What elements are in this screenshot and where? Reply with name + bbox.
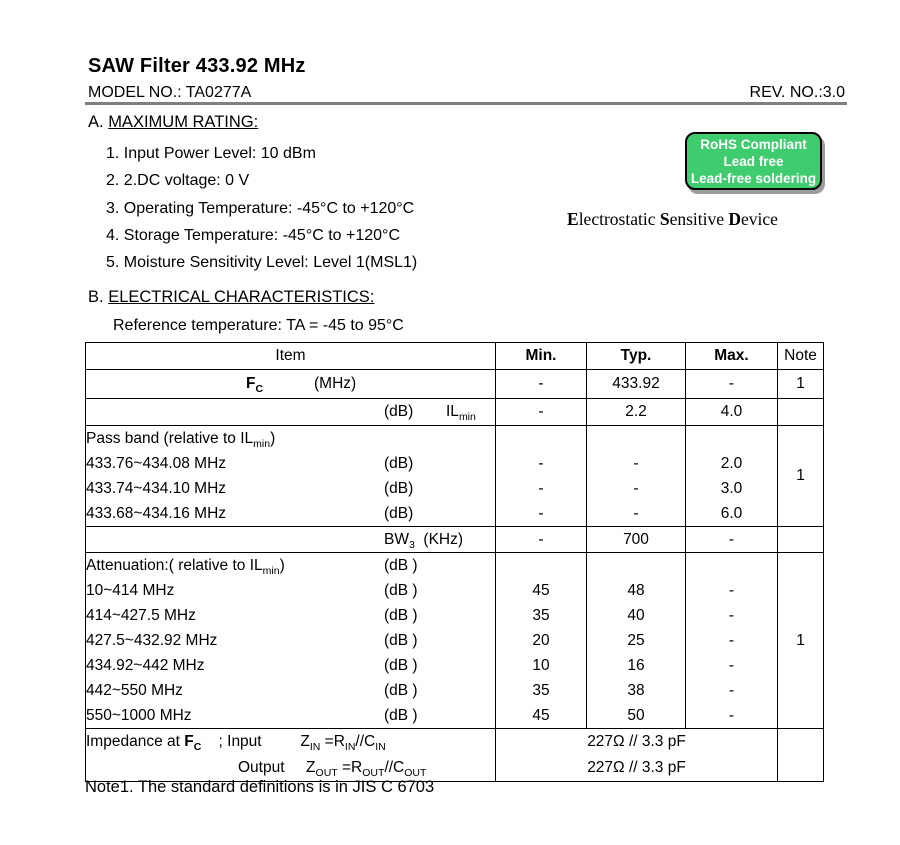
max-value: 2.0 [720,455,743,472]
model-number: MODEL NO.: TA0277A [88,84,252,101]
item-unit: (dB ) [384,582,418,599]
badge-line: RoHS Compliant [700,136,807,152]
list-item: 2. 2.DC voltage: 0 V [106,172,250,190]
table-header-row [86,343,824,370]
min-value: - [496,527,587,553]
item-label: Impedance at $F_C$ ; Input $Z_{IN} =R_{IN}//C_{IN}$ [86,733,386,754]
item-unit: (dB ) [384,657,418,674]
item-label: 414~427.5 MHz [86,607,196,624]
min-value: - [538,480,544,497]
footnote: Note1. The standard definitions is in JIS C 6703 [85,778,435,796]
page-title: SAW Filter 433.92 MHz [88,55,306,77]
item-label: Attenuation:( relative to $IL_{min}$) [86,557,285,578]
max-value: - [728,632,735,649]
min-value: - [496,370,587,399]
list-item: 3. Operating Temperature: -45°C to +120°C [106,199,415,217]
header-divider [85,102,847,105]
table-row-impedance [86,729,824,782]
badge-line: Lead free [723,153,784,169]
max-value: 6.0 [720,505,743,522]
reference-temperature: Reference temperature: TA = -45 to 95°C [113,317,404,334]
section-a-heading [88,113,258,132]
header-min: Min. [496,343,587,370]
section-b-title: ELECTRICAL CHARACTERISTICS: [108,288,375,306]
min-value: 35 [532,682,550,699]
typ-value: 50 [627,707,645,724]
electrical-characteristics-table [85,342,824,782]
max-value: 3.0 [720,480,743,497]
section-a-title: MAXIMUM RATING: [108,113,259,131]
header-item: Item [86,343,496,370]
max-value: - [728,607,735,624]
min-value: 45 [532,707,550,724]
list-item: 5. Moisture Sensitivity Level: Level 1(MSL1) [106,254,418,272]
note-value: 1 [778,370,824,399]
typ-value: 25 [627,632,645,649]
max-value: - [728,657,735,674]
item-unit: (dB ) [384,557,418,574]
max-value: - [728,682,735,699]
item-unit: (dB) [384,505,414,522]
header-note: Note [778,343,824,370]
min-value: - [496,399,587,426]
item-unit: (dB ) [384,632,418,649]
min-value: - [538,505,544,522]
header-typ: Typ. [587,343,686,370]
maximum-rating-list [106,140,417,276]
max-value: - [686,527,778,553]
typ-value: 2.2 [587,399,686,426]
item-label: 427.5~432.92 MHz [86,632,218,649]
section-a-prefix: A. [88,113,109,131]
note-value [778,527,824,553]
item-label: 550~1000 MHz [86,707,192,724]
esd-label: Electrostatic Sensitive Device [567,209,778,229]
item-unit: (dB ) [384,607,418,624]
note-value: 1 [778,553,824,729]
max-value: 4.0 [686,399,778,426]
max-value: - [728,707,735,724]
item-unit: $BW_3$ (KHz) [384,531,464,552]
max-value: - [686,370,778,399]
item-label: 434.92~442 MHz [86,657,205,674]
item-label: 433.68~434.16 MHz [86,505,227,522]
item-unit: (dB ) [384,682,418,699]
min-value: - [538,455,544,472]
badge-line: Lead-free soldering [690,170,817,186]
typ-value: - [633,480,639,497]
item-unit: (dB) [384,403,414,420]
note-value [778,399,824,426]
table-row-attenuation [86,553,824,729]
header-max: Max. [686,343,778,370]
min-value: 10 [532,657,550,674]
revision-number: REV. NO.:3.0 [749,84,845,101]
typ-value: 48 [627,582,645,599]
item-unit: (dB ) [384,707,418,724]
item-label: 10~414 MHz [86,582,175,599]
fc-symbol: $F_C$ [246,375,264,396]
item-label: Pass band (relative to $IL_{min}$) [86,430,276,451]
section-b-heading [88,288,374,307]
table-row-center-frequency [86,370,824,399]
item-unit: (MHz) [314,375,357,392]
min-value: 20 [532,632,550,649]
item-label: 442~550 MHz [86,682,183,699]
typ-value: 40 [627,607,645,624]
typ-value: - [633,505,639,522]
typ-value: 433.92 [587,370,686,399]
list-item: 4. Storage Temperature: -45°C to +120°C [106,226,400,244]
table-row-bandwidth [86,527,824,553]
typ-value: 700 [587,527,686,553]
min-value: 45 [532,582,550,599]
item-unit: (dB) [384,455,414,472]
max-value: - [728,582,735,599]
impedance-output-value: 227Ω // 3.3 pF [587,759,686,776]
rohs-badge [685,132,822,190]
item-unit: (dB) [384,480,414,497]
typ-value: 38 [627,682,645,699]
section-b-prefix: B. [88,288,109,306]
item-label: 433.76~434.08 MHz [86,455,227,472]
typ-value: - [633,455,639,472]
table-row-passband [86,426,824,527]
note-value: 1 [778,426,824,527]
typ-value: 16 [627,657,645,674]
item-label: Output $Z_{OUT} =R_{OUT}//C_{OUT}$ [238,759,427,780]
table-row-minimum-il [86,399,824,426]
note-value [778,729,824,782]
item-label: 433.74~434.10 MHz [86,480,227,497]
impedance-input-value: 227Ω // 3.3 pF [587,733,686,750]
list-item: 1. Input Power Level: 10 dBm [106,145,316,162]
il-min-symbol: $IL_{min}$ [446,403,476,424]
min-value: 35 [532,607,550,624]
